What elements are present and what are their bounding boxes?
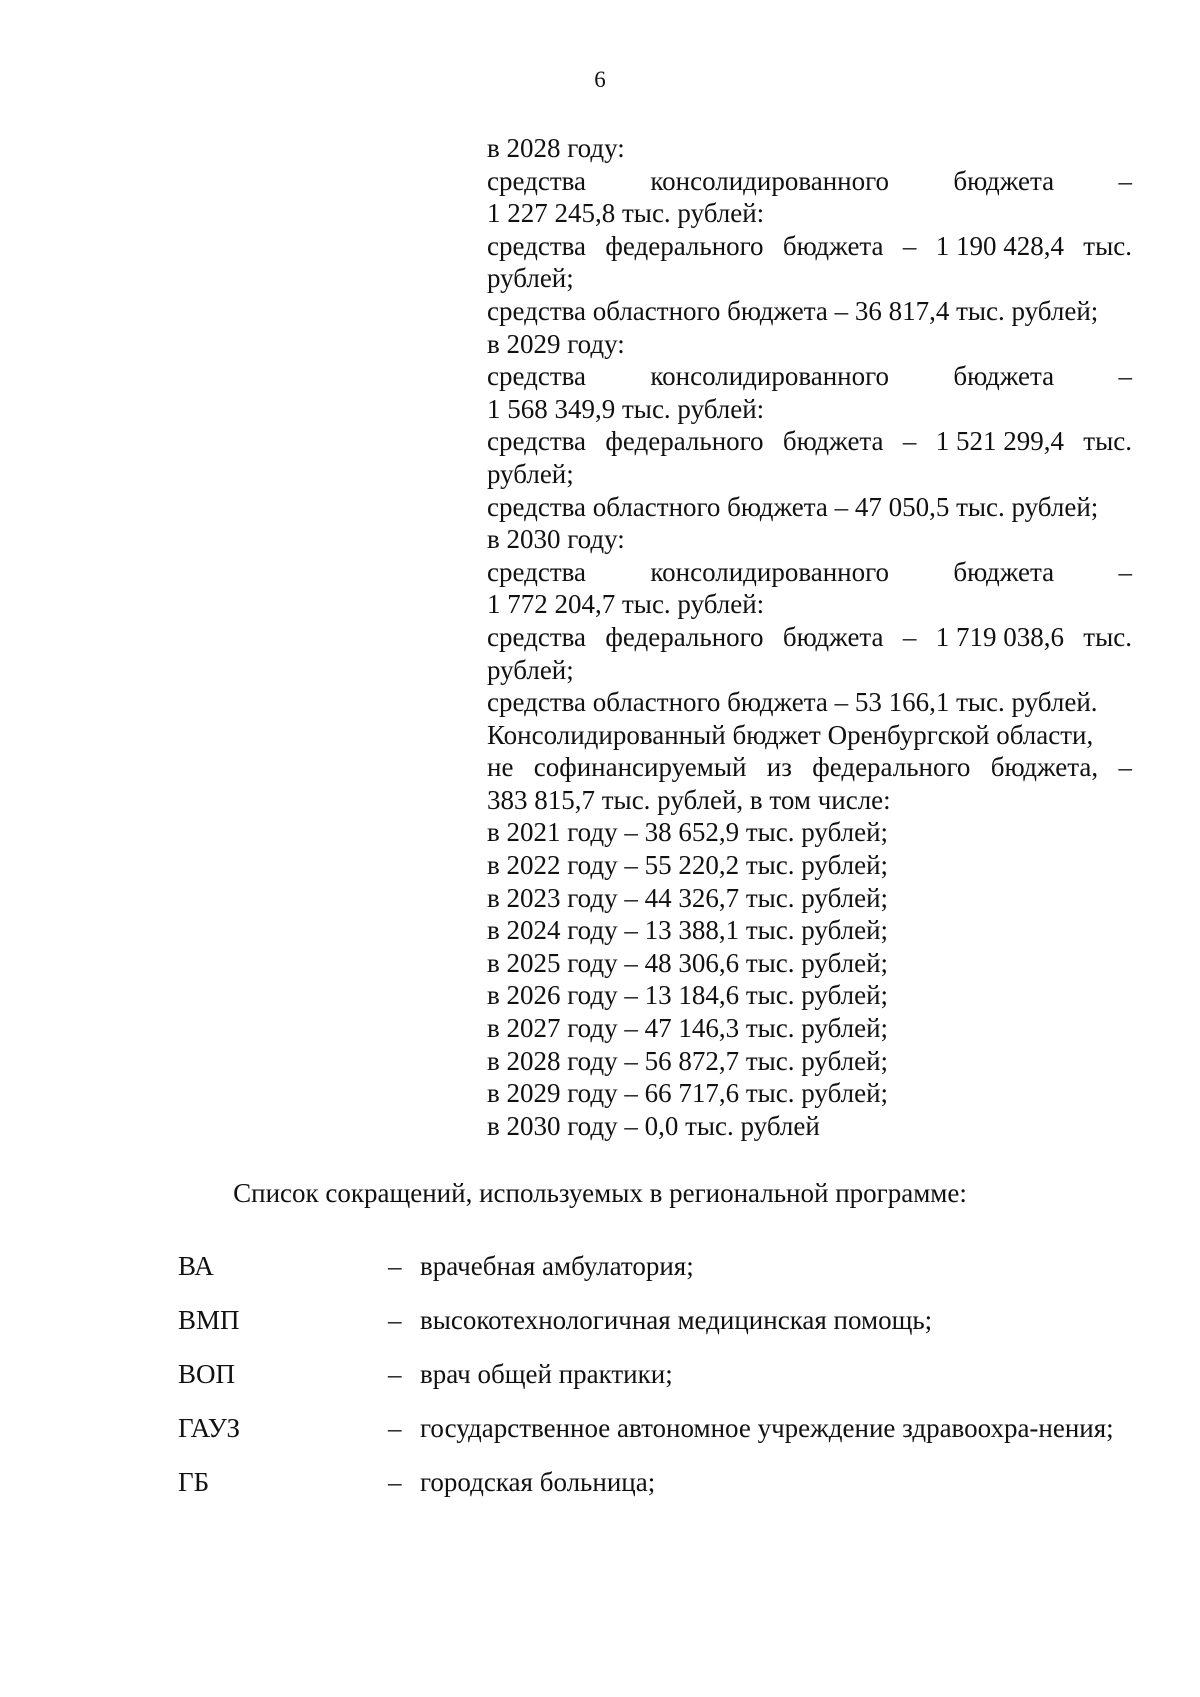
year-amount-line: в 2022 году – 55 220,2 тыс. рублей; — [487, 850, 889, 881]
federal-tail-2029: рублей; — [487, 458, 574, 489]
abbreviation-definition: врачебная амбулатория; — [420, 1251, 694, 1281]
abbreviation-row — [178, 1304, 1138, 1336]
abbreviation-row — [178, 1412, 1138, 1444]
federal-tail-2030: рублей; — [487, 654, 574, 685]
federal-tail-2028: рублей; — [487, 263, 574, 294]
page-number: 6 — [594, 67, 606, 92]
consolidated-amount-2029: 1 568 349,9 тыс. рублей: — [487, 393, 765, 424]
year-amount-line: в 2025 году – 48 306,6 тыс. рублей; — [487, 947, 889, 978]
regional-line-2030: средства областного бюджета – 53 166,1 тыс. рублей. — [487, 687, 1098, 718]
abbreviation-term: ВМП — [178, 1305, 240, 1335]
non-cofinanced-total: 383 815,7 тыс. рублей, в том числе: — [487, 784, 891, 815]
regional-line-2029: средства областного бюджета – 47 050,5 тыс. рублей; — [487, 491, 1099, 522]
abbreviation-term: ГБ — [178, 1467, 210, 1497]
federal-line-2028: средства федерального бюджета – 1 190 428,4 тыс. — [487, 230, 1132, 261]
consolidated-line-2028: средства консолидированного бюджета – — [487, 165, 1132, 196]
abbreviation-term: ВА — [178, 1251, 214, 1281]
abbreviation-definition: городская больница; — [420, 1467, 656, 1497]
year-amount-line: в 2026 году – 13 184,6 тыс. рублей; — [487, 980, 889, 1011]
non-cofinanced-line-1: Консолидированный бюджет Оренбургской области, — [487, 719, 1094, 750]
abbreviation-dash: – — [388, 1359, 402, 1389]
federal-line-2030: средства федерального бюджета – 1 719 038,6 тыс. — [487, 621, 1132, 652]
abbreviation-definition: врач общей практики; — [420, 1359, 673, 1389]
year-amount-line: в 2028 году – 56 872,7 тыс. рублей; — [487, 1045, 889, 1076]
abbreviations-list — [178, 1250, 1138, 1520]
abbreviation-definition: государственное автономное учреждение здравоохра-нения; — [420, 1413, 1114, 1443]
consolidated-line-2029: средства консолидированного бюджета – — [487, 361, 1132, 392]
abbreviation-definition: высокотехнологичная медицинская помощь; — [420, 1305, 933, 1335]
federal-line-2029: средства федерального бюджета – 1 521 299,4 тыс. — [487, 426, 1132, 457]
year-amount-line: в 2024 году – 13 388,1 тыс. рублей; — [487, 915, 889, 946]
abbreviation-dash: – — [388, 1251, 402, 1281]
abbreviation-dash: – — [388, 1467, 402, 1497]
year-amount-line: в 2030 году – 0,0 тыс. рублей — [487, 1110, 820, 1141]
abbreviation-dash: – — [388, 1305, 402, 1335]
non-cofinanced-line-2: не софинансируемый из федерального бюджета, – — [487, 752, 1132, 783]
abbreviation-row — [178, 1358, 1138, 1390]
abbreviation-row — [178, 1466, 1138, 1498]
consolidated-amount-2028: 1 227 245,8 тыс. рублей: — [487, 198, 765, 229]
year-heading-2028: в 2028 году: — [487, 133, 625, 163]
abbreviation-term: ГАУЗ — [178, 1413, 241, 1443]
year-amount-line: в 2021 году – 38 652,9 тыс. рублей; — [487, 817, 889, 848]
year-heading-2029: в 2029 году: — [487, 328, 625, 359]
year-amount-line: в 2023 году – 44 326,7 тыс. рублей; — [487, 882, 889, 913]
abbreviations-heading: Список сокращений, используемых в региональной программе: — [233, 1178, 967, 1208]
budget-breakdown — [487, 132, 1132, 1142]
year-amount-line: в 2029 году – 66 717,6 тыс. рублей; — [487, 1078, 889, 1109]
regional-line-2028: средства областного бюджета – 36 817,4 тыс. рублей; — [487, 295, 1099, 326]
consolidated-line-2030: средства консолидированного бюджета – — [487, 556, 1132, 587]
year-amount-line: в 2027 году – 47 146,3 тыс. рублей; — [487, 1013, 889, 1044]
abbreviation-dash: – — [388, 1413, 402, 1443]
abbreviation-term: ВОП — [178, 1359, 236, 1389]
consolidated-amount-2030: 1 772 204,7 тыс. рублей: — [487, 589, 765, 620]
abbreviation-row — [178, 1250, 1138, 1282]
year-heading-2030: в 2030 году: — [487, 524, 625, 555]
